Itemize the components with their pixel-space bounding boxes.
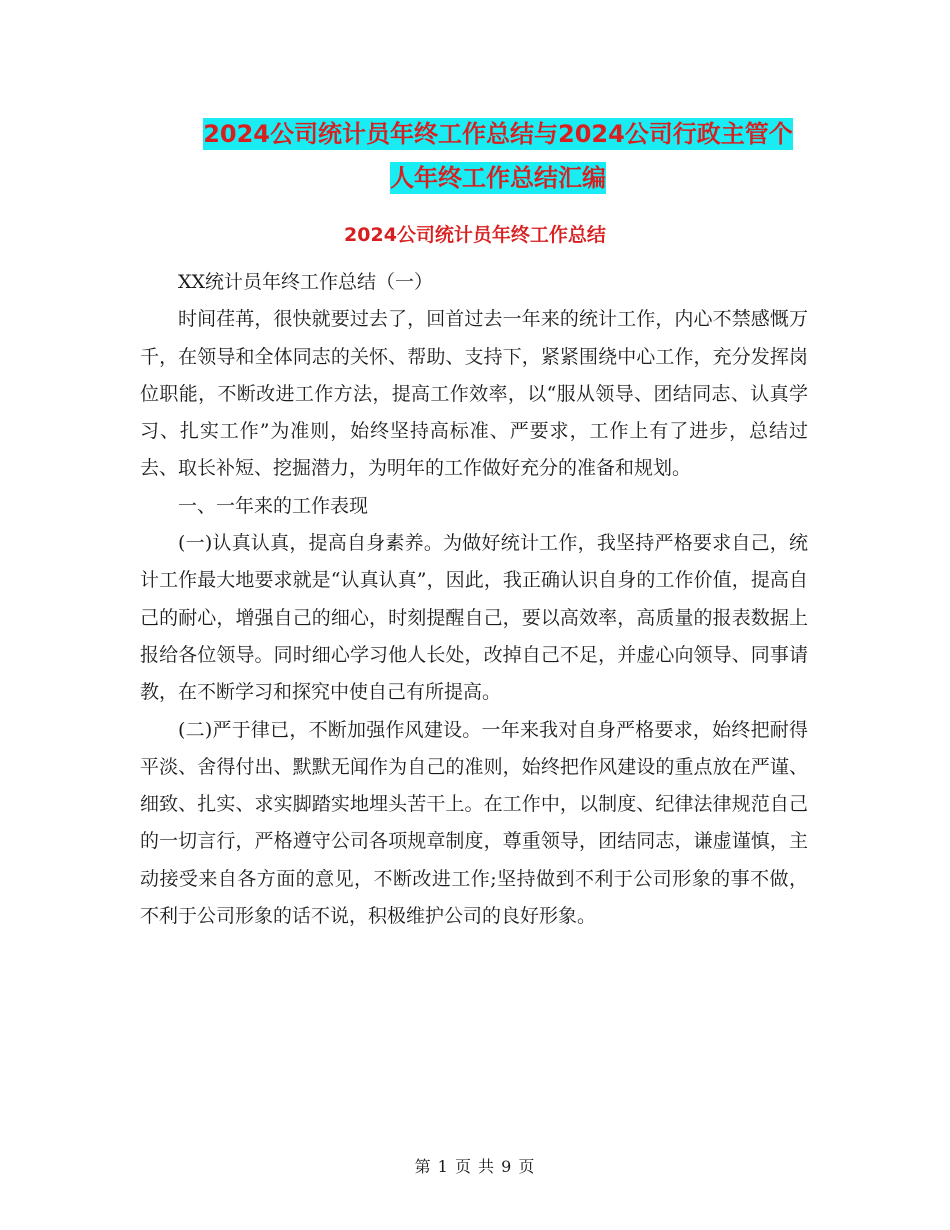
document-body — [140, 264, 808, 935]
document-title-line-1: 2024公司统计员年终工作总结与2024公司行政主管个 — [203, 120, 793, 148]
document-title — [140, 112, 856, 200]
paragraph: (二)严于律已，不断加强作风建设。一年来我对自身严格要求，始终把耐得平淡、舍得付出、默默无闻作为自己的准则，始终把作风建设的重点放在严谨、细致、扎实、求实脚踏实地埋头苦干上。在工作中，以制度、纪律法律规范自己的一切言行，严格遵守公司各项规章制度，尊重领导，团结同志，谦虚谨慎，主动接受来自各方面的意见，不断改进工作;坚持做到不利于公司形象的事不做，不利于公司形象的话不说，积极维护公司的良好形象。 — [140, 718, 808, 928]
section-title: 2024公司统计员年终工作总结 — [344, 224, 606, 246]
paragraph: 时间荏苒，很快就要过去了，回首过去一年来的统计工作，内心不禁感慨万千，在领导和全体同志的关怀、帮助、支持下，紧紧围绕中心工作，充分发挥岗位职能，不断改进工作方法，提高工作效率，以“服从领导、团结同志、认真学习、扎实工作”为准则，始终坚持高标准、严要求，工作上有了进步，总结过去、取长补短、挖掘潜力，为明年的工作做好充分的准备和规划。 — [140, 308, 808, 480]
document-title-line-2: 人年终工作总结汇编 — [390, 164, 606, 192]
paragraph: (一)认真认真，提高自身素养。为做好统计工作，我坚持严格要求自己，统计工作最大地要求就是“认真认真”，因此，我正确认识自身的工作价值，提高自己的耐心，增强自己的细心，时刻提醒自己，要以高效率，高质量的报表数据上报给各位领导。同时细心学习他人长处，改掉自己不足，并虚心向领导、同事请教，在不断学习和探究中使自己有所提高。 — [140, 532, 808, 704]
page-footer: 第 1 页 共 9 页 — [414, 1157, 536, 1176]
paragraph-heading: XX统计员年终工作总结（一） — [178, 271, 434, 293]
paragraph-section-heading: 一、一年来的工作表现 — [178, 494, 369, 517]
